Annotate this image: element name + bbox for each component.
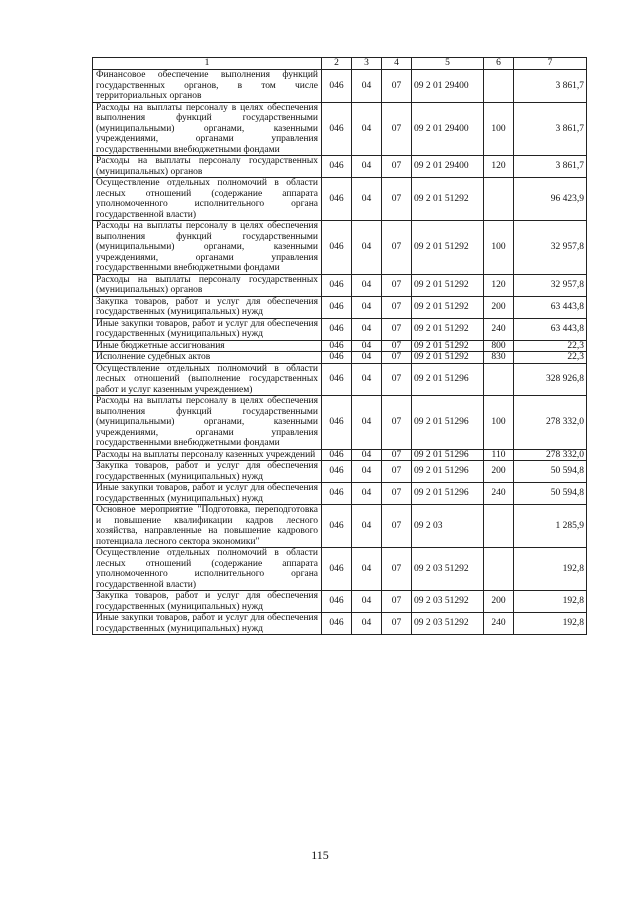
amount-cell: 63 443,8 (514, 318, 587, 340)
target-article-cell: 09 2 01 51296 (412, 363, 484, 396)
subsection-cell: 07 (382, 221, 412, 275)
expense-type-cell: 200 (484, 591, 514, 613)
target-article-cell: 09 2 03 51292 (412, 613, 484, 635)
section-cell: 04 (352, 296, 382, 318)
admin-code-cell: 046 (322, 591, 352, 613)
expense-type-cell: 100 (484, 221, 514, 275)
expense-type-cell: 240 (484, 483, 514, 505)
admin-code-cell: 046 (322, 70, 352, 103)
target-article-cell: 09 2 01 51292 (412, 318, 484, 340)
admin-code-cell: 046 (322, 274, 352, 296)
expense-type-cell (484, 548, 514, 591)
table-row (93, 483, 587, 505)
row-name-cell: Финансовое обеспечение выполнения функций государственных органов, в том числе территориальных органов (93, 70, 322, 103)
subsection-cell: 07 (382, 483, 412, 505)
expense-type-cell (484, 70, 514, 103)
amount-cell: 192,8 (514, 548, 587, 591)
row-name-cell: Расходы на выплаты персоналу в целях обеспечения выполнения функций государственными (муниципальными) органами, казенными учреждениями, органами управления государственными внебюджетными фондами (93, 396, 322, 450)
amount-cell: 192,8 (514, 591, 587, 613)
admin-code-cell: 046 (322, 102, 352, 156)
subsection-cell: 07 (382, 591, 412, 613)
amount-cell: 328 926,8 (514, 363, 587, 396)
subsection-cell: 07 (382, 613, 412, 635)
amount-cell: 278 332,0 (514, 449, 587, 461)
section-cell: 04 (352, 340, 382, 352)
expense-type-cell: 120 (484, 156, 514, 178)
amount-cell: 50 594,8 (514, 461, 587, 483)
subsection-cell: 07 (382, 363, 412, 396)
table-row (93, 274, 587, 296)
admin-code-cell: 046 (322, 483, 352, 505)
expense-type-cell: 120 (484, 274, 514, 296)
table-row (93, 396, 587, 450)
amount-cell: 63 443,8 (514, 296, 587, 318)
target-article-cell: 09 2 01 29400 (412, 156, 484, 178)
admin-code-cell: 046 (322, 461, 352, 483)
target-article-cell: 09 2 03 51292 (412, 548, 484, 591)
section-cell: 04 (352, 505, 382, 548)
section-cell: 04 (352, 363, 382, 396)
admin-code-cell: 046 (322, 318, 352, 340)
subsection-cell: 07 (382, 178, 412, 221)
admin-code-cell: 046 (322, 613, 352, 635)
table-row (93, 178, 587, 221)
table-row (93, 461, 587, 483)
expense-type-cell: 800 (484, 340, 514, 352)
subsection-cell: 07 (382, 548, 412, 591)
admin-code-cell: 046 (322, 221, 352, 275)
amount-cell: 22,3 (514, 352, 587, 364)
header-row (93, 58, 587, 70)
expense-type-cell: 240 (484, 613, 514, 635)
amount-cell: 3 861,7 (514, 70, 587, 103)
expense-type-cell: 240 (484, 318, 514, 340)
amount-cell: 50 594,8 (514, 483, 587, 505)
expense-type-cell (484, 178, 514, 221)
row-name-cell: Расходы на выплаты персоналу казенных учреждений (93, 449, 322, 461)
row-name-cell: Расходы на выплаты персоналу государственных (муниципальных) органов (93, 274, 322, 296)
section-cell: 04 (352, 221, 382, 275)
table-row (93, 352, 587, 364)
section-cell: 04 (352, 396, 382, 450)
subsection-cell: 07 (382, 449, 412, 461)
table-row (93, 340, 587, 352)
admin-code-cell: 046 (322, 396, 352, 450)
admin-code-cell: 046 (322, 296, 352, 318)
amount-cell: 192,8 (514, 613, 587, 635)
section-cell: 04 (352, 156, 382, 178)
target-article-cell: 09 2 01 51296 (412, 461, 484, 483)
section-cell: 04 (352, 318, 382, 340)
expense-type-cell: 100 (484, 102, 514, 156)
table-row (93, 548, 587, 591)
admin-code-cell: 046 (322, 548, 352, 591)
table-row (93, 318, 587, 340)
target-article-cell: 09 2 01 51296 (412, 449, 484, 461)
table-row (93, 613, 587, 635)
subsection-cell: 07 (382, 296, 412, 318)
subsection-cell: 07 (382, 156, 412, 178)
admin-code-cell: 046 (322, 156, 352, 178)
target-article-cell: 09 2 03 51292 (412, 591, 484, 613)
section-cell: 04 (352, 613, 382, 635)
admin-code-cell: 046 (322, 352, 352, 364)
row-name-cell: Исполнение судебных актов (93, 352, 322, 364)
target-article-cell: 09 2 01 29400 (412, 102, 484, 156)
target-article-cell: 09 2 01 51292 (412, 274, 484, 296)
subsection-cell: 07 (382, 340, 412, 352)
section-cell: 04 (352, 352, 382, 364)
subsection-cell: 07 (382, 505, 412, 548)
amount-cell: 32 957,8 (514, 274, 587, 296)
admin-code-cell: 046 (322, 178, 352, 221)
row-name-cell: Иные закупки товаров, работ и услуг для обеспечения государственных (муниципальных) нужд (93, 613, 322, 635)
subsection-cell: 07 (382, 102, 412, 156)
amount-cell: 22,3 (514, 340, 587, 352)
subsection-cell: 07 (382, 318, 412, 340)
row-name-cell: Осуществление отдельных полномочий в области лесных отношений (выполнение государственных работ и услуг казенным учреждением) (93, 363, 322, 396)
target-article-cell: 09 2 01 51292 (412, 352, 484, 364)
amount-cell: 278 332,0 (514, 396, 587, 450)
expense-type-cell: 830 (484, 352, 514, 364)
header-cell: 1 (93, 58, 322, 70)
header-cell: 6 (484, 58, 514, 70)
expense-type-cell: 100 (484, 396, 514, 450)
target-article-cell: 09 2 03 (412, 505, 484, 548)
row-name-cell: Расходы на выплаты персоналу в целях обеспечения выполнения функций государственными (муниципальными) органами, казенными учреждениями, органами управления государственными внебюджетными фондами (93, 221, 322, 275)
table-row (93, 221, 587, 275)
subsection-cell: 07 (382, 352, 412, 364)
section-cell: 04 (352, 449, 382, 461)
header-cell: 4 (382, 58, 412, 70)
table-row (93, 363, 587, 396)
row-name-cell: Закупка товаров, работ и услуг для обеспечения государственных (муниципальных) нужд (93, 296, 322, 318)
section-cell: 04 (352, 178, 382, 221)
expense-type-cell: 110 (484, 449, 514, 461)
admin-code-cell: 046 (322, 505, 352, 548)
header-cell: 7 (514, 58, 587, 70)
table-row (93, 296, 587, 318)
row-name-cell: Закупка товаров, работ и услуг для обеспечения государственных (муниципальных) нужд (93, 461, 322, 483)
subsection-cell: 07 (382, 274, 412, 296)
table-row (93, 591, 587, 613)
table-row (93, 156, 587, 178)
subsection-cell: 07 (382, 70, 412, 103)
row-name-cell: Закупка товаров, работ и услуг для обеспечения государственных (муниципальных) нужд (93, 591, 322, 613)
row-name-cell: Основное мероприятие "Подготовка, переподготовка и повышение квалификации кадров лесного хозяйства, направленные на повышение кадрового потенциала лесного сектора экономики" (93, 505, 322, 548)
header-cell: 2 (322, 58, 352, 70)
section-cell: 04 (352, 102, 382, 156)
amount-cell: 3 861,7 (514, 102, 587, 156)
admin-code-cell: 046 (322, 363, 352, 396)
target-article-cell: 09 2 01 51292 (412, 221, 484, 275)
row-name-cell: Иные закупки товаров, работ и услуг для обеспечения государственных (муниципальных) нужд (93, 483, 322, 505)
table-body (93, 58, 587, 635)
table-row (93, 449, 587, 461)
target-article-cell: 09 2 01 51292 (412, 296, 484, 318)
page-number: 115 (311, 848, 329, 862)
subsection-cell: 07 (382, 461, 412, 483)
row-name-cell: Расходы на выплаты персоналу государственных (муниципальных) органов (93, 156, 322, 178)
section-cell: 04 (352, 274, 382, 296)
row-name-cell: Иные закупки товаров, работ и услуг для обеспечения государственных (муниципальных) нужд (93, 318, 322, 340)
section-cell: 04 (352, 70, 382, 103)
target-article-cell: 09 2 01 29400 (412, 70, 484, 103)
amount-cell: 32 957,8 (514, 221, 587, 275)
expense-type-cell: 200 (484, 296, 514, 318)
target-article-cell: 09 2 01 51292 (412, 178, 484, 221)
amount-cell: 1 285,9 (514, 505, 587, 548)
header-cell: 5 (412, 58, 484, 70)
row-name-cell: Иные бюджетные ассигнования (93, 340, 322, 352)
admin-code-cell: 046 (322, 340, 352, 352)
expense-type-cell: 200 (484, 461, 514, 483)
row-name-cell: Расходы на выплаты персоналу в целях обеспечения выполнения функций государственными (муниципальными) органами, казенными учреждениями, органами управления государственными внебюджетными фондами (93, 102, 322, 156)
section-cell: 04 (352, 591, 382, 613)
expense-type-cell (484, 505, 514, 548)
table-row (93, 102, 587, 156)
expense-type-cell (484, 363, 514, 396)
admin-code-cell: 046 (322, 449, 352, 461)
target-article-cell: 09 2 01 51296 (412, 396, 484, 450)
header-cell: 3 (352, 58, 382, 70)
table-row (93, 70, 587, 103)
budget-table (92, 57, 587, 635)
amount-cell: 96 423,9 (514, 178, 587, 221)
amount-cell: 3 861,7 (514, 156, 587, 178)
section-cell: 04 (352, 461, 382, 483)
subsection-cell: 07 (382, 396, 412, 450)
row-name-cell: Осуществление отдельных полномочий в области лесных отношений (содержание аппарата уполномоченного исполнительного органа государственной власти) (93, 178, 322, 221)
table-row (93, 505, 587, 548)
row-name-cell: Осуществление отдельных полномочий в области лесных отношений (содержание аппарата уполномоченного исполнительного органа государственной власти) (93, 548, 322, 591)
target-article-cell: 09 2 01 51292 (412, 340, 484, 352)
target-article-cell: 09 2 01 51296 (412, 483, 484, 505)
section-cell: 04 (352, 483, 382, 505)
section-cell: 04 (352, 548, 382, 591)
